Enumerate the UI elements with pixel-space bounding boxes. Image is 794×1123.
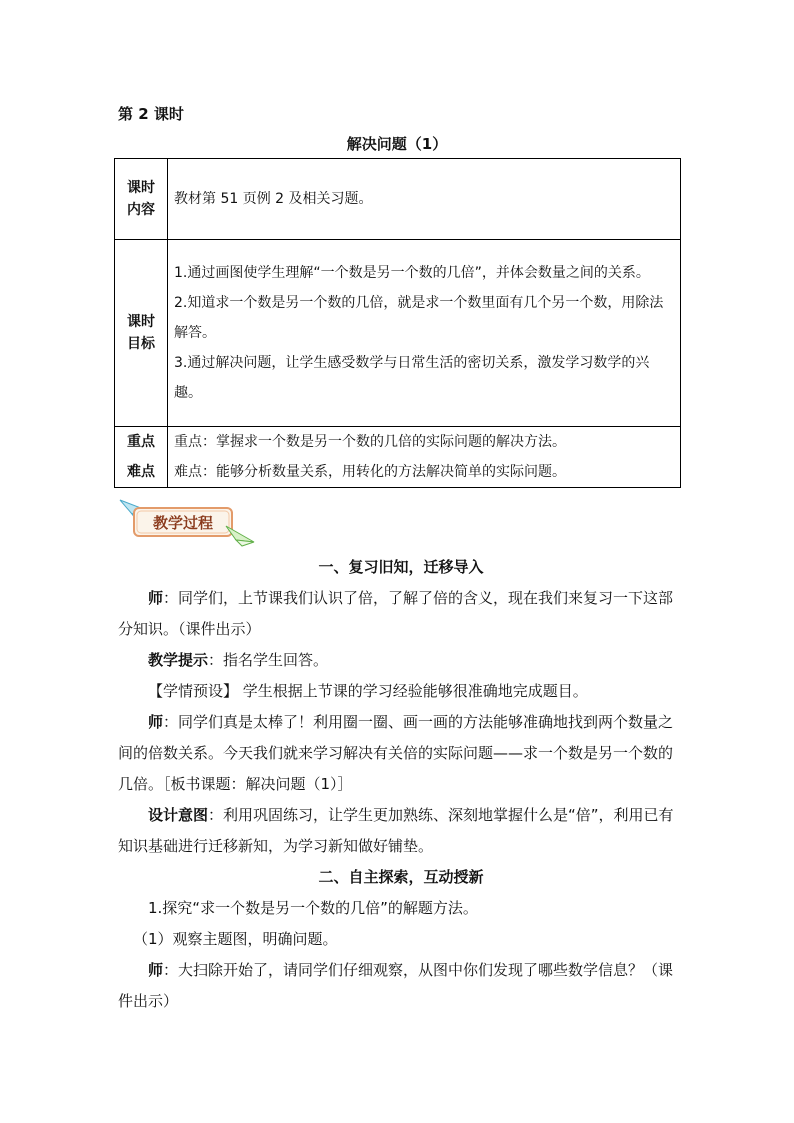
goal-item: 1.通过画图使学生理解“一个数是另一个数的几倍”，并体会数量之间的关系。 — [174, 265, 650, 281]
content-text: 教材第 51 页例 2 及相关习题。 — [168, 159, 681, 240]
paragraph: 师：同学们真是太棒了！利用圈一圈、画一画的方法能够准确地找到两个数量之间的倍数关系。今天我们就来学习解决有关倍的实际问题——求一个数是另一个数的几倍。［板书课题：解决问题（1）］ — [118, 713, 674, 793]
difficulty-point: 难点：能够分析数量关系，用转化的方法解决简单的实际问题。 — [174, 464, 566, 480]
lesson-plan-table — [114, 158, 681, 488]
goal-item: 2.知道求一个数是另一个数的几倍，就是求一个数里面有几个另一个数，用除法解答。 — [174, 295, 664, 341]
paper-plane-banner-icon — [118, 496, 258, 548]
lesson-title: 解决问题（1） — [346, 135, 448, 153]
goals-list — [168, 240, 681, 427]
key-label: 重点 难点 — [115, 427, 168, 488]
lesson-number: 第 2 课时 — [118, 105, 184, 123]
paragraph: 师：大扫除开始了，请同学们仔细观察，从图中你们发现了哪些数学信息？（课件出示） — [118, 961, 674, 1010]
banner-label: 教学过程 — [152, 514, 214, 532]
key-point: 重点：掌握求一个数是另一个数的几倍的实际问题的解决方法。 — [174, 434, 566, 450]
paragraph: （1）观察主题图，明确问题。 — [133, 930, 338, 948]
section-review — [118, 552, 684, 1017]
goals-label: 课时 目标 — [115, 240, 168, 427]
section2-heading: 二、自主探索，互动授新 — [318, 868, 484, 886]
paragraph: 1.探究“求一个数是另一个数的几倍”的解题方法。 — [148, 899, 478, 917]
table-row-goals — [115, 240, 681, 427]
key-points — [168, 427, 681, 488]
section1-heading: 一、复习旧知，迁移导入 — [318, 558, 484, 576]
table-row-content — [115, 159, 681, 240]
table-row-key-points — [115, 427, 681, 488]
content-label: 课时 内容 — [115, 159, 168, 240]
teaching-process-banner — [118, 496, 258, 548]
paragraph: 师：同学们，上节课我们认识了倍，了解了倍的含义，现在我们来复习一下这部分知识。（课件出示） — [118, 589, 674, 638]
goal-item: 3.通过解决问题，让学生感受数学与日常生活的密切关系，激发学习数学的兴趣。 — [174, 355, 650, 401]
paragraph: 【学情预设】 学生根据上节课的学习经验能够很准确地完成题目。 — [148, 682, 588, 700]
paragraph: 设计意图：利用巩固练习，让学生更加熟练、深刻地掌握什么是“倍”，利用已有知识基础进行迁移新知，为学习新知做好铺垫。 — [118, 806, 674, 855]
paragraph: 教学提示：指名学生回答。 — [148, 651, 329, 669]
